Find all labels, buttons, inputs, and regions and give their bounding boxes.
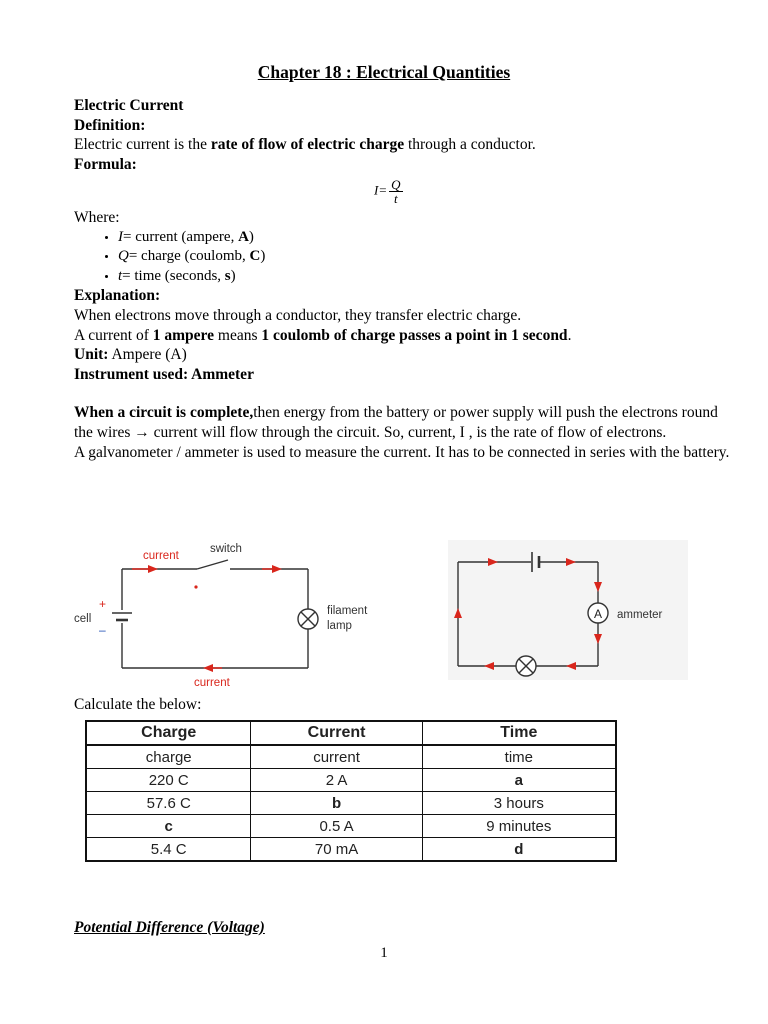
definition-text: Electric current is the rate of flow of electric charge through a conductor. (74, 136, 536, 154)
table-cell: 3 hours (422, 792, 616, 815)
list-item: • t= time (seconds, s) (118, 267, 734, 287)
table-row (86, 745, 616, 769)
explanation-label: Explanation: (74, 287, 161, 305)
ammeter-icon (588, 603, 608, 623)
table-cell: 70 mA (251, 838, 422, 862)
table-header-row (86, 721, 616, 745)
section-heading: Electric Current (74, 97, 184, 114)
current-formula: I= $\frac{Q}{t}$ (374, 177, 401, 206)
header-charge: Charge (86, 721, 251, 745)
table-cell: c (86, 815, 251, 838)
where-label: Where: (74, 209, 120, 226)
switch-label: switch (210, 543, 242, 555)
table-cell: 220 C (86, 769, 251, 792)
current-label-bottom: current (194, 677, 230, 689)
where-section (74, 208, 734, 462)
table-row (86, 769, 616, 792)
list-item: • I= current (ampere, A) (118, 228, 734, 248)
table-cell: a (422, 769, 616, 792)
cell-minus: – (99, 623, 106, 637)
current-arrow-top-icon (132, 565, 158, 573)
current-arrow-bottom-icon (203, 664, 222, 672)
cell-plus: + (99, 597, 107, 611)
table-row (86, 838, 616, 862)
table-cell: 2 A (251, 769, 422, 792)
cell-label: cell (74, 613, 92, 625)
ammeter-symbol: A (593, 607, 603, 621)
page-number: 1 (380, 945, 388, 961)
current-arrow-switch-icon (262, 565, 282, 573)
circuit-paragraph: When a circuit is complete,then energy from the battery or power supply will push the electrons round the wires → current will flow through the circuit. So, current, I , is the rate of flow of electrons. (74, 404, 718, 441)
circuit-diagram-switch-lamp (72, 536, 402, 691)
circuit-diagram-ammeter (448, 540, 688, 680)
header-time: Time (422, 721, 616, 745)
table-cell: charge (86, 745, 251, 769)
formula-label: Formula: (74, 155, 137, 173)
table-row (86, 792, 616, 815)
table-cell: d (422, 838, 616, 862)
ammeter-label: ammeter (617, 609, 663, 621)
instrument-line: Instrument used: Ammeter (74, 365, 254, 383)
potential-difference-heading: Potential Difference (Voltage) (74, 919, 265, 936)
table-cell: b (251, 792, 422, 815)
table-cell: 9 minutes (422, 815, 616, 838)
lamp-label-2: lamp (327, 620, 352, 632)
table-cell: 5.4 C (86, 838, 251, 862)
page-title: Chapter 18 : Electrical Quantities (257, 62, 511, 82)
table-cell: 57.6 C (86, 792, 251, 815)
lamp-label-1: filament (327, 605, 368, 617)
ampere-definition: A current of 1 ampere means 1 coulomb of charge passes a point in 1 second. (74, 326, 572, 344)
unit-line: Unit: Ampere (A) (74, 346, 187, 364)
explanation-text: When electrons move through a conductor, they transfer electric charge. (74, 306, 522, 324)
calculation-table (85, 720, 617, 862)
table-cell: time (422, 745, 616, 769)
list-item: • Q= charge (coulomb, C) (118, 247, 734, 267)
filament-lamp-icon (298, 609, 318, 629)
symbol-list (74, 228, 734, 287)
table-row (86, 815, 616, 838)
switch-lever (197, 560, 228, 569)
lamp-icon (516, 656, 536, 676)
calc-prompt: Calculate the below: (74, 696, 202, 713)
electric-current-section (74, 96, 734, 174)
definition-label: Definition: (74, 116, 146, 134)
galvanometer-paragraph: A galvanometer / ammeter is used to measure the current. It has to be connected in series with the battery. (74, 443, 730, 461)
table-cell: current (251, 745, 422, 769)
table-cell: 0.5 A (251, 815, 422, 838)
current-label-top: current (143, 550, 179, 562)
header-current: Current (251, 721, 422, 745)
